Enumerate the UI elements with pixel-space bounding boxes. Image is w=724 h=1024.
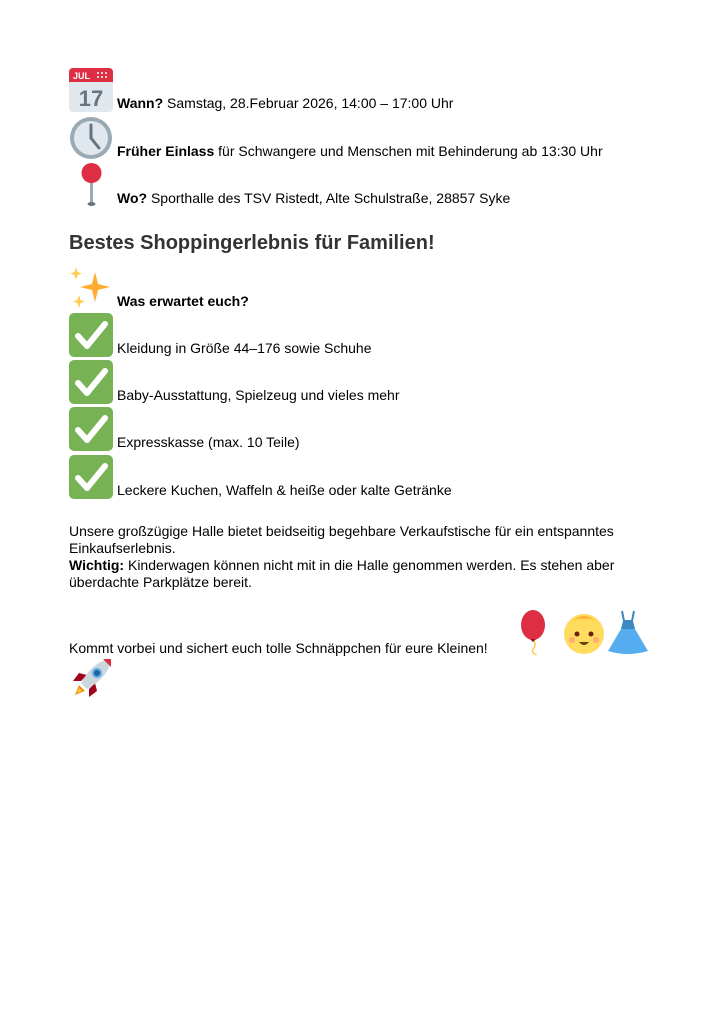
- list-item-text: Kleidung in Größe 44–176 sowie Schuhe: [117, 340, 372, 356]
- page-title: Bestes Shoppingerlebnis für Familien!: [69, 232, 435, 254]
- list-item: [69, 360, 400, 404]
- closing-text: Kommt vorbei und sichert euch tolle Schnäppchen für eure Kleinen!: [69, 640, 488, 656]
- calendar-month: JUL: [73, 71, 91, 81]
- pushpin-icon: [69, 163, 113, 207]
- check-mark-icon: [69, 407, 113, 451]
- important-note: [69, 557, 649, 591]
- early-entry-text: [117, 143, 603, 160]
- hall-text: Unsere großzügige Halle bietet beidseitig begehbare Verkaufstische für ein entspanntes Einkaufserlebnis.: [69, 523, 614, 556]
- list-item-text: Expresskasse (max. 10 Teile): [117, 434, 300, 450]
- early-label: Früher Einlass: [117, 143, 215, 159]
- early-entry-line: [69, 116, 603, 160]
- check-mark-icon: [69, 313, 113, 357]
- baby-face-icon: [563, 609, 605, 655]
- list-item: [69, 407, 300, 451]
- expect-title: Was erwartet euch?: [117, 293, 249, 309]
- dress-icon: [607, 609, 649, 655]
- date-value: Samstag, 28.Februar 2026, 14:00 – 17:00 Uhr: [167, 95, 454, 111]
- sparkles-icon: [69, 266, 113, 310]
- location-text: [117, 190, 510, 207]
- calendar-icon: [69, 68, 113, 112]
- date-label: Wann?: [117, 95, 164, 111]
- expect-title-line: [69, 266, 249, 310]
- event-date-text: [117, 95, 453, 112]
- early-value: für Schwangere und Menschen mit Behinderung ab 13:30 Uhr: [218, 143, 603, 159]
- location-value: Sporthalle des TSV Ristedt, Alte Schulstraße, 28857 Syke: [150, 190, 511, 206]
- location-label: Wo?: [117, 190, 148, 206]
- clock-icon: [69, 116, 113, 160]
- list-item-text: Leckere Kuchen, Waffeln & heiße oder kalte Getränke: [117, 482, 452, 498]
- important-text: Kinderwagen können nicht mit in die Halle genommen werden. Es stehen aber überdachte Parkplätze bereit.: [69, 557, 615, 590]
- check-mark-icon: [69, 455, 113, 499]
- list-item: [69, 313, 372, 357]
- balloon-icon: [519, 609, 561, 655]
- important-label: Wichtig:: [69, 557, 125, 573]
- list-item: [69, 455, 452, 499]
- check-mark-icon: [69, 360, 113, 404]
- closing-emojis: [519, 609, 649, 655]
- rocket-icon: [69, 657, 113, 701]
- calendar-day: 17: [78, 86, 104, 111]
- event-date-line: [69, 68, 453, 112]
- list-item-text: Baby-Ausstattung, Spielzeug und vieles mehr: [117, 387, 400, 403]
- location-line: [69, 163, 510, 207]
- info-paragraph: [69, 523, 649, 591]
